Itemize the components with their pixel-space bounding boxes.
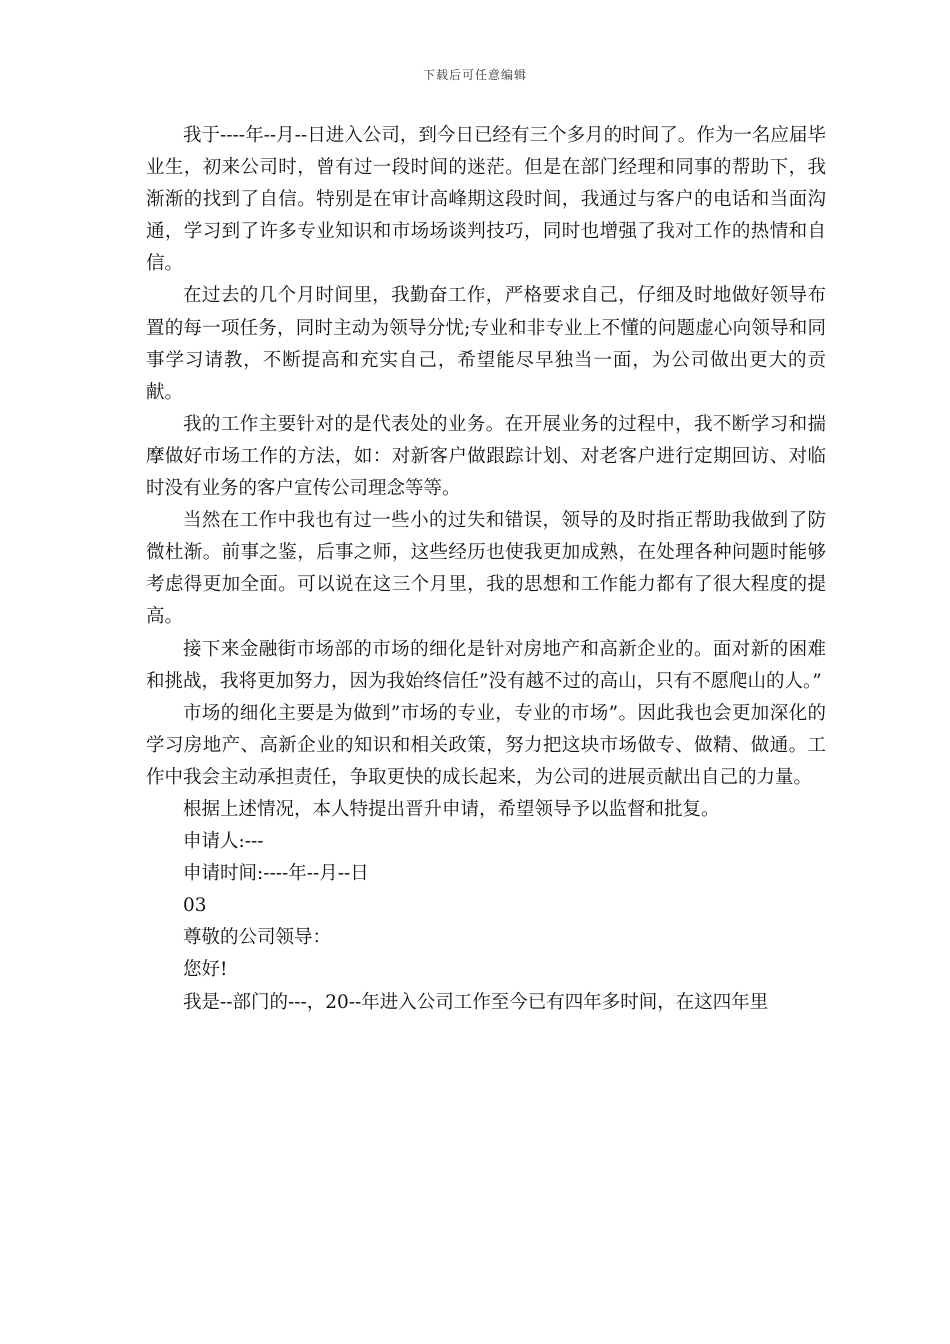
salutation: 尊敬的公司领导： bbox=[183, 927, 332, 949]
document-body bbox=[146, 120, 826, 1019]
request-line: 根据上述情况，本人特提出晋升申请，希望领导予以监督和批复。 bbox=[183, 798, 720, 820]
next-paragraph-start: 我是--部门的---，20--年进入公司工作至今已有四年多时间，在这四年里 bbox=[183, 991, 769, 1013]
paragraph-1: 我于----年--月--日进入公司，到今日已经有三个多月的时间了。作为一名应届毕业生，初来公司时，曾有过一段时间的迷茫。但是在部门经理和同事的帮助下，我渐渐的找到了自信。特别是在审计高峰期这段时间，我通过与客户的电话和当面沟通，学习到了许多专业知识和市场场谈判技巧，同时也增强了我对工作的热情和自信。 bbox=[146, 125, 826, 275]
header-note: 下载后可任意编辑 bbox=[422, 68, 527, 82]
paragraph-5: 接下来金融街市场部的市场的细化是针对房地产和高新企业的。面对新的困难和挑战，我将更加努力，因为我始终信任”没有越不过的高山，只有不愿爬山的人。” bbox=[146, 638, 826, 692]
date-line: 申请时间:----年--月--日 bbox=[183, 863, 369, 885]
paragraph-2: 在过去的几个月时间里，我勤奋工作，严格要求自己，仔细及时地做好领导布置的每一项任务，同时主动为领导分忧;专业和非专业上不懂的问题虚心向领导和同事学习请教，不断提高和充实自己，希望能尽早独当一面，为公司做出更大的贡献。 bbox=[146, 285, 826, 403]
section-number: 03 bbox=[183, 895, 207, 917]
applicant-line: 申请人:--- bbox=[183, 831, 264, 853]
paragraph-3: 我的工作主要针对的是代表处的业务。在开展业务的过程中，我不断学习和揣摩做好市场工作的方法，如：对新客户做跟踪计划、对老客户进行定期回访、对临时没有业务的客户宣传公司理念等等。 bbox=[146, 413, 826, 500]
paragraph-4: 当然在工作中我也有过一些小的过失和错误，领导的及时指正帮助我做到了防微杜渐。前事之鉴，后事之师，这些经历也使我更加成熟，在处理各种问题时能够考虑得更加全面。可以说在这三个月里，我的思想和工作能力都有了很大程度的提高。 bbox=[146, 510, 826, 628]
paragraph-6: 市场的细化主要是为做到”市场的专业，专业的市场”。因此我也会更加深化的学习房地产、高新企业的知识和相关政策，努力把这块市场做专、做精、做通。工作中我会主动承担责任，争取更快的成长起来，为公司的进展贡献出自己的力量。 bbox=[146, 702, 826, 788]
greeting: 您好! bbox=[183, 959, 228, 981]
